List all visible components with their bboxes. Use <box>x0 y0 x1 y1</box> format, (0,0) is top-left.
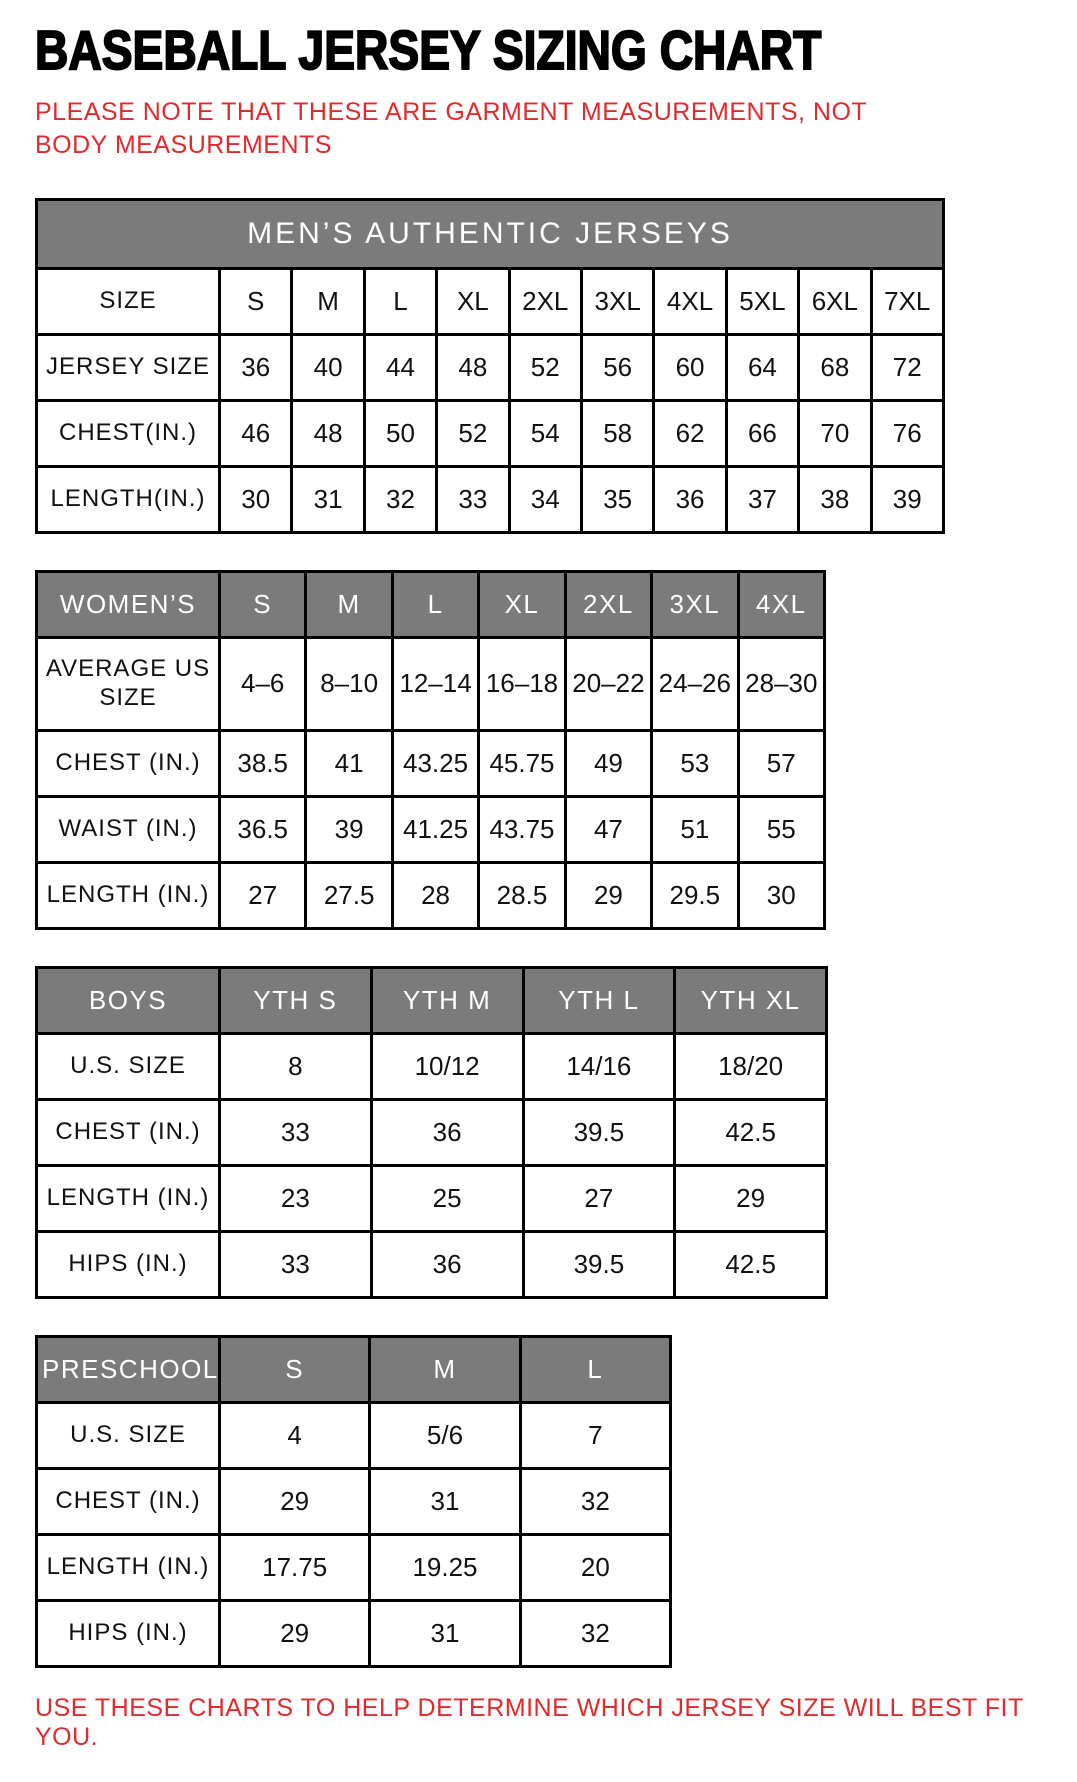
size-value-cell: 72 <box>871 334 943 400</box>
column-header: YTH S <box>220 967 372 1033</box>
size-value-cell: 29 <box>220 1468 370 1534</box>
size-value-cell: 52 <box>509 334 581 400</box>
size-value-cell: 8 <box>220 1033 372 1099</box>
size-value-cell: 16–18 <box>479 637 565 730</box>
size-value-cell: 19.25 <box>370 1534 520 1600</box>
size-value-cell: 36 <box>371 1231 523 1297</box>
column-header: M <box>306 571 392 637</box>
size-value-cell: 41 <box>306 730 392 796</box>
row-label: JERSEY SIZE <box>37 334 220 400</box>
fit-advice-note: USE THESE CHARTS TO HELP DETERMINE WHICH JERSEY SIZE WILL BEST FIT YOU. <box>35 1693 1024 1751</box>
size-value-cell: 30 <box>220 466 292 532</box>
size-value-cell: 53 <box>652 730 738 796</box>
size-value-cell: 20 <box>520 1534 670 1600</box>
size-value-cell: 39 <box>306 796 392 862</box>
size-value-cell: 56 <box>581 334 653 400</box>
row-label: AVERAGE US SIZE <box>37 637 220 730</box>
column-header: YTH L <box>523 967 675 1033</box>
column-header: 4XL <box>738 571 824 637</box>
size-value-cell: 5/6 <box>370 1402 520 1468</box>
garment-measurement-note: PLEASE NOTE THAT THESE ARE GARMENT MEASUREMENTS, NOT BODY MEASUREMENTS <box>35 97 867 159</box>
row-label: CHEST (IN.) <box>37 1468 220 1534</box>
size-value-cell: 46 <box>220 400 292 466</box>
size-value-cell: 33 <box>437 466 509 532</box>
size-value-cell: 48 <box>437 334 509 400</box>
size-value-cell: 4 <box>220 1402 370 1468</box>
womens-sizing-table <box>35 570 826 930</box>
size-value-cell: 66 <box>726 400 798 466</box>
size-value-cell: 2XL <box>509 268 581 334</box>
size-value-cell: 62 <box>654 400 726 466</box>
size-value-cell: 39.5 <box>523 1099 675 1165</box>
size-value-cell: 7 <box>520 1402 670 1468</box>
column-header: 2XL <box>565 571 651 637</box>
size-value-cell: 40 <box>292 334 364 400</box>
row-label: LENGTH(IN.) <box>37 466 220 532</box>
row-label: WAIST (IN.) <box>37 796 220 862</box>
size-value-cell: 55 <box>738 796 824 862</box>
size-value-cell: 28 <box>392 862 478 928</box>
size-value-cell: 43.75 <box>479 796 565 862</box>
column-header: YTH XL <box>675 967 827 1033</box>
size-value-cell: 28–30 <box>738 637 824 730</box>
size-value-cell: 60 <box>654 334 726 400</box>
column-header: S <box>220 571 306 637</box>
size-value-cell: 54 <box>509 400 581 466</box>
size-value-cell: 44 <box>364 334 436 400</box>
size-value-cell: L <box>364 268 436 334</box>
size-value-cell: 27.5 <box>306 862 392 928</box>
row-label: HIPS (IN.) <box>37 1231 220 1297</box>
size-value-cell: 20–22 <box>565 637 651 730</box>
row-label: U.S. SIZE <box>37 1033 220 1099</box>
size-value-cell: 34 <box>509 466 581 532</box>
size-value-cell: 36 <box>371 1099 523 1165</box>
row-label: LENGTH (IN.) <box>37 1534 220 1600</box>
size-value-cell: 29 <box>675 1165 827 1231</box>
size-value-cell: 5XL <box>726 268 798 334</box>
size-value-cell: 42.5 <box>675 1231 827 1297</box>
table-banner: MEN’S AUTHENTIC JERSEYS <box>37 199 944 268</box>
row-label: U.S. SIZE <box>37 1402 220 1468</box>
table-title-cell: BOYS <box>37 967 220 1033</box>
size-value-cell: 39 <box>871 466 943 532</box>
column-header: L <box>392 571 478 637</box>
size-value-cell: 36 <box>220 334 292 400</box>
size-value-cell: 36.5 <box>220 796 306 862</box>
size-value-cell: 49 <box>565 730 651 796</box>
size-value-cell: 18/20 <box>675 1033 827 1099</box>
column-header: YTH M <box>371 967 523 1033</box>
preschool-sizing-table <box>35 1335 672 1668</box>
size-value-cell: 6XL <box>799 268 871 334</box>
size-value-cell: 57 <box>738 730 824 796</box>
table-title-cell: PRESCHOOL <box>37 1336 220 1402</box>
size-value-cell: 33 <box>220 1231 372 1297</box>
size-value-cell: 23 <box>220 1165 372 1231</box>
column-header: L <box>520 1336 670 1402</box>
size-value-cell: 33 <box>220 1099 372 1165</box>
column-header: XL <box>479 571 565 637</box>
table-title-cell: WOMEN’S <box>37 571 220 637</box>
row-label: LENGTH (IN.) <box>37 1165 220 1231</box>
row-label: LENGTH (IN.) <box>37 862 220 928</box>
row-label: HIPS (IN.) <box>37 1600 220 1666</box>
size-value-cell: 68 <box>799 334 871 400</box>
size-value-cell: 47 <box>565 796 651 862</box>
size-value-cell: 31 <box>370 1600 520 1666</box>
size-value-cell: 31 <box>292 466 364 532</box>
size-value-cell: 17.75 <box>220 1534 370 1600</box>
size-value-cell: 76 <box>871 400 943 466</box>
size-value-cell: M <box>292 268 364 334</box>
mens-authentic-jerseys-table <box>35 198 945 534</box>
size-value-cell: 29 <box>565 862 651 928</box>
row-label: SIZE <box>37 268 220 334</box>
size-value-cell: 36 <box>654 466 726 532</box>
size-value-cell: 25 <box>371 1165 523 1231</box>
size-value-cell: 10/12 <box>371 1033 523 1099</box>
size-value-cell: 58 <box>581 400 653 466</box>
size-value-cell: 64 <box>726 334 798 400</box>
size-value-cell: 37 <box>726 466 798 532</box>
size-value-cell: 39.5 <box>523 1231 675 1297</box>
size-value-cell: 52 <box>437 400 509 466</box>
size-value-cell: 32 <box>520 1600 670 1666</box>
size-value-cell: 43.25 <box>392 730 478 796</box>
size-value-cell: 70 <box>799 400 871 466</box>
row-label: CHEST (IN.) <box>37 1099 220 1165</box>
size-value-cell: 24–26 <box>652 637 738 730</box>
size-value-cell: 41.25 <box>392 796 478 862</box>
page-title: BASEBALL JERSEY SIZING CHART <box>35 19 822 81</box>
size-value-cell: 27 <box>220 862 306 928</box>
size-value-cell: 29.5 <box>652 862 738 928</box>
size-value-cell: 8–10 <box>306 637 392 730</box>
size-value-cell: 48 <box>292 400 364 466</box>
size-value-cell: 3XL <box>581 268 653 334</box>
size-value-cell: 42.5 <box>675 1099 827 1165</box>
boys-sizing-table <box>35 966 828 1299</box>
size-value-cell: 32 <box>364 466 436 532</box>
column-header: S <box>220 1336 370 1402</box>
size-value-cell: 32 <box>520 1468 670 1534</box>
column-header: 3XL <box>652 571 738 637</box>
size-value-cell: S <box>220 268 292 334</box>
column-header: M <box>370 1336 520 1402</box>
size-value-cell: 38 <box>799 466 871 532</box>
size-value-cell: 4XL <box>654 268 726 334</box>
size-value-cell: 29 <box>220 1600 370 1666</box>
size-value-cell: 4–6 <box>220 637 306 730</box>
size-value-cell: 27 <box>523 1165 675 1231</box>
size-value-cell: 28.5 <box>479 862 565 928</box>
size-value-cell: 30 <box>738 862 824 928</box>
size-value-cell: XL <box>437 268 509 334</box>
size-value-cell: 35 <box>581 466 653 532</box>
size-value-cell: 45.75 <box>479 730 565 796</box>
size-value-cell: 51 <box>652 796 738 862</box>
size-value-cell: 14/16 <box>523 1033 675 1099</box>
row-label: CHEST (IN.) <box>37 730 220 796</box>
size-value-cell: 38.5 <box>220 730 306 796</box>
row-label: CHEST(IN.) <box>37 400 220 466</box>
size-value-cell: 31 <box>370 1468 520 1534</box>
size-value-cell: 50 <box>364 400 436 466</box>
size-value-cell: 12–14 <box>392 637 478 730</box>
size-value-cell: 7XL <box>871 268 943 334</box>
